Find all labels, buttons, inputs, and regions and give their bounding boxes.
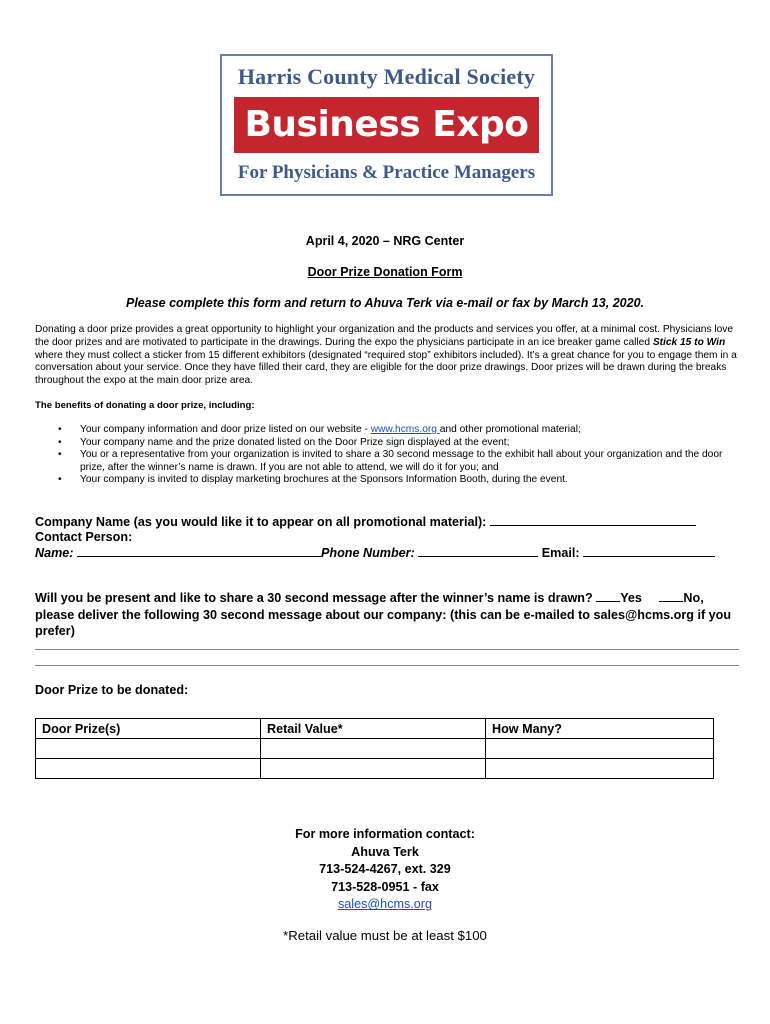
prize-section-title: Door Prize to be donated: bbox=[35, 683, 189, 697]
contact-email-link[interactable]: sales@hcms.org bbox=[338, 897, 432, 912]
table-cell[interactable] bbox=[486, 739, 714, 759]
list-item: • You or a representative from your organization is invited to share a 30 second message to the exhibit hall about your organization and the door prize, after the winner’s name is drawn. If you are not able to attend, we will do it for you; and bbox=[58, 449, 748, 474]
expo-logo bbox=[220, 54, 553, 196]
form-instruction: Please complete this form and return to Ahuva Terk via e-mail or fax by March 13, 2020. bbox=[125, 296, 644, 310]
intro-paragraph bbox=[35, 324, 740, 388]
retail-value-note: *Retail value must be at least $100 bbox=[283, 928, 487, 943]
logo-society-name: Harris County Medical Society bbox=[237, 64, 536, 89]
logo-tagline: For Physicians & Practice Managers bbox=[237, 162, 536, 183]
no-option: No, bbox=[683, 591, 704, 605]
contact-heading: For more information contact: bbox=[295, 827, 475, 841]
benefit-text: and other promotional material; bbox=[439, 424, 581, 435]
website-link[interactable]: www.hcms.org bbox=[370, 424, 440, 435]
logo-expo-name: Business Expo bbox=[244, 104, 529, 145]
email-field[interactable] bbox=[583, 545, 715, 557]
name-field[interactable] bbox=[77, 545, 321, 557]
intro-text-2: where they must collect a sticker from 15 different exhibitors (designated “required stop” exhibitors included). It’s a great chance for you to engage them in a conversation about your service. Once they have filled their card, they are eligible for the door prize drawings. Door prizes will be drawn during the breaks throughout the expo at the main door prize area. bbox=[35, 349, 737, 387]
question-text-2: please deliver the following 30 second message about our company: (this can be e-mailed to sales@hcms.org if you prefer) bbox=[35, 607, 732, 638]
contact-row bbox=[35, 545, 715, 560]
contact-person-label: Contact Person: bbox=[35, 530, 133, 544]
table-cell[interactable] bbox=[486, 759, 714, 779]
benefits-title: The benefits of donating a door prize, including: bbox=[35, 400, 255, 411]
table-row bbox=[36, 739, 714, 759]
list-item: • Your company name and the prize donated listed on the Door Prize sign displayed at the event; bbox=[58, 437, 748, 450]
benefit-text: Your company information and door prize listed on our website - bbox=[80, 424, 371, 435]
logo-band bbox=[234, 97, 539, 153]
yes-blank[interactable] bbox=[596, 590, 620, 602]
game-name: Stick 15 to Win bbox=[652, 336, 726, 348]
event-date: April 4, 2020 – NRG Center bbox=[305, 234, 465, 248]
column-header: How Many? bbox=[486, 719, 714, 739]
company-name-row bbox=[35, 514, 696, 529]
email-label: Email: bbox=[541, 546, 580, 560]
column-header: Retail Value* bbox=[261, 719, 486, 739]
contact-fax: 713-528-0951 - fax bbox=[331, 879, 439, 894]
message-question bbox=[35, 590, 745, 640]
table-cell[interactable] bbox=[36, 759, 261, 779]
yes-option: Yes bbox=[620, 591, 642, 605]
name-label: Name: bbox=[35, 546, 74, 560]
phone-field[interactable] bbox=[418, 545, 538, 557]
table-cell[interactable] bbox=[36, 739, 261, 759]
company-name-label: Company Name (as you would like it to appear on all promotional material): bbox=[35, 515, 487, 529]
benefits-list bbox=[58, 424, 748, 487]
question-text: Will you be present and like to share a 30 second message after the winner’s name is drawn? bbox=[35, 591, 597, 605]
company-name-field[interactable] bbox=[490, 514, 696, 526]
no-blank[interactable] bbox=[659, 590, 683, 602]
message-line-1[interactable] bbox=[35, 649, 739, 650]
message-line-2[interactable] bbox=[35, 665, 739, 666]
intro-text-1: Donating a door prize provides a great opportunity to highlight your organization and the products and services you offer, at a minimal cost. Physicians love the door prizes and are motivated to participate in the drawings. During the expo the physicians participate in an ice breaker game called bbox=[35, 324, 734, 348]
contact-phone: 713-524-4267, ext. 329 bbox=[319, 862, 451, 877]
table-cell[interactable] bbox=[261, 759, 486, 779]
table-cell[interactable] bbox=[261, 739, 486, 759]
table-header-row bbox=[36, 719, 714, 739]
column-header: Door Prize(s) bbox=[36, 719, 261, 739]
list-item: • Your company is invited to display marketing brochures at the Sponsors Information Booth, during the event. bbox=[58, 474, 748, 487]
form-title: Door Prize Donation Form bbox=[307, 265, 463, 279]
contact-block bbox=[0, 826, 770, 914]
list-item bbox=[58, 424, 748, 437]
table-row bbox=[36, 759, 714, 779]
phone-label: Phone Number: bbox=[321, 546, 415, 560]
prize-table bbox=[35, 718, 714, 779]
contact-name: Ahuva Terk bbox=[351, 844, 419, 859]
